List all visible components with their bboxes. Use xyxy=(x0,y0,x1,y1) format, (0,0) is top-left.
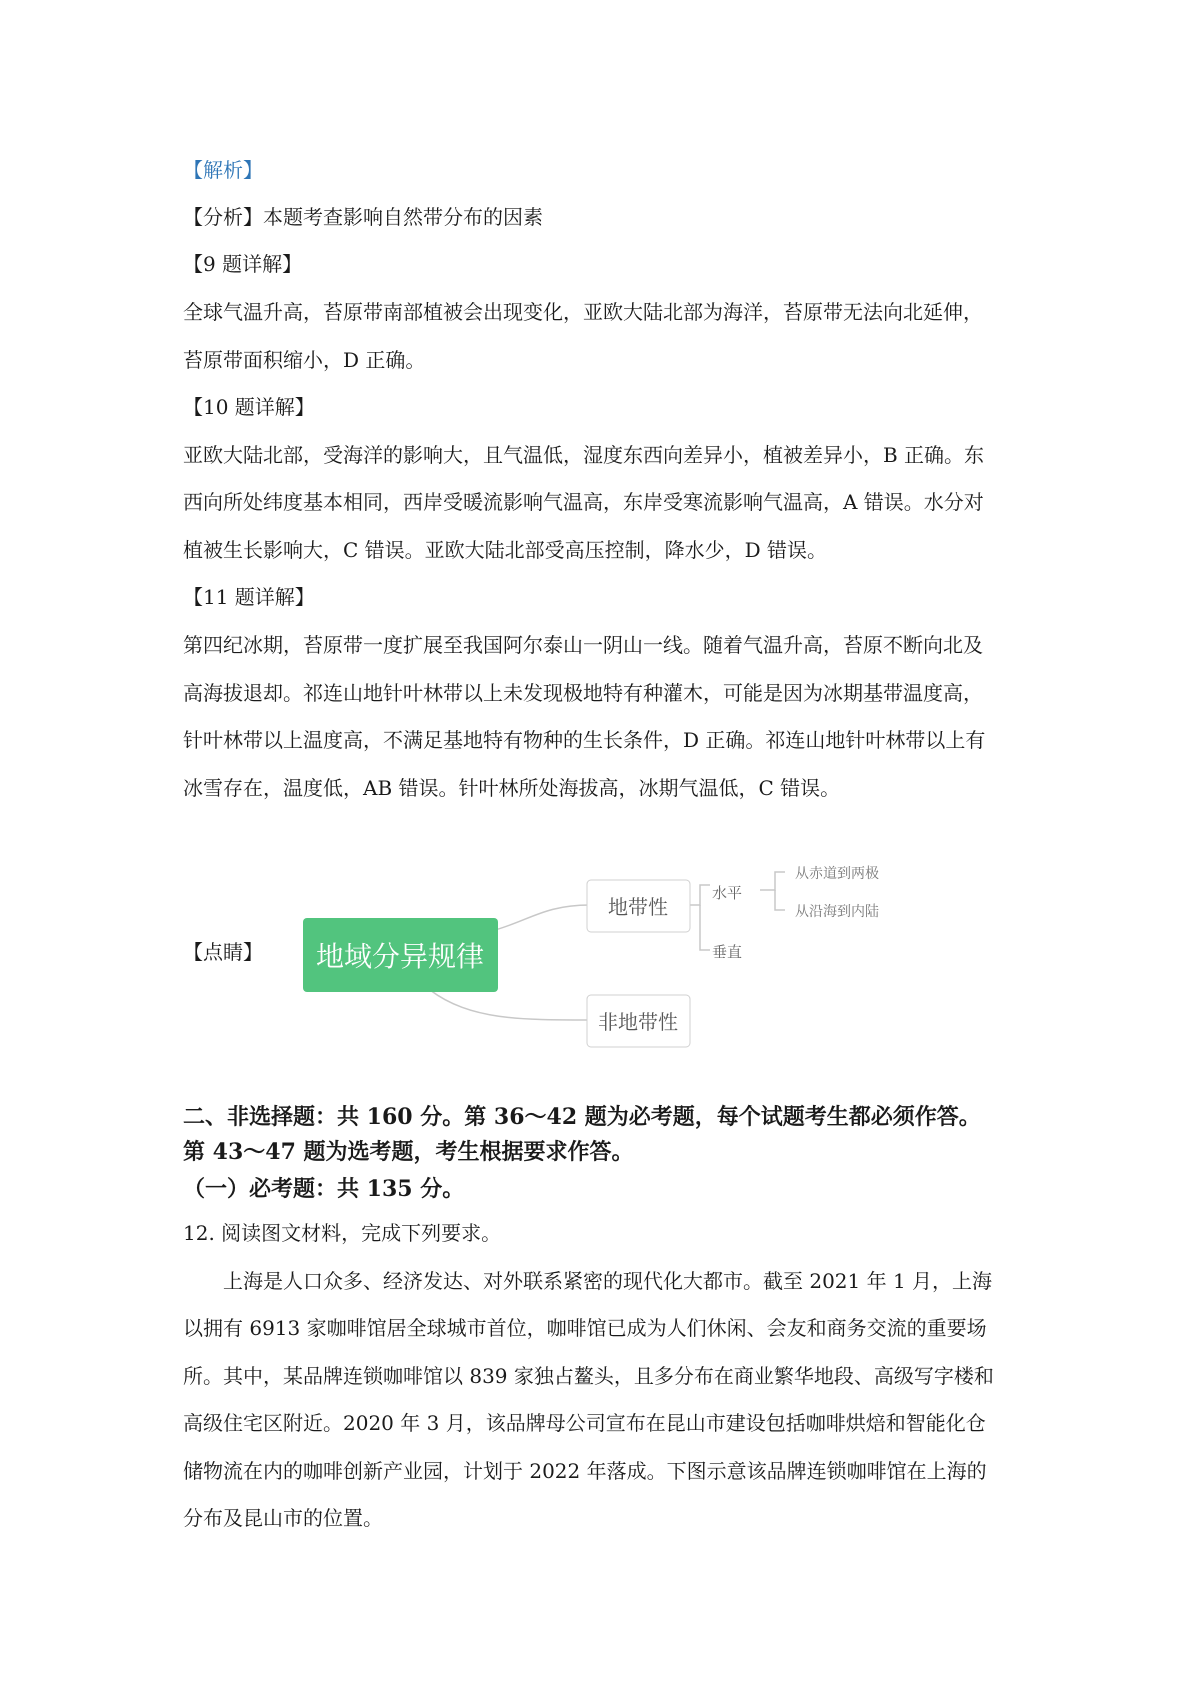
q11-heading: 【11 题详解】 xyxy=(183,585,315,609)
dianjing-label: 【点睛】 xyxy=(183,940,263,964)
q12-para-line-6: 分布及昆山市的位置。 xyxy=(183,1506,383,1530)
mindmap-vertical-label: 垂直 xyxy=(712,943,743,961)
q12-para-line-3: 所。其中，某品牌连锁咖啡馆以 839 家独占鳌头，且多分布在商业繁华地段、高级写字楼和 xyxy=(183,1364,994,1388)
q9-line-1: 全球气温升高，苔原带南部植被会出现变化，亚欧大陆北部为海洋，苔原带无法向北延伸， xyxy=(183,300,983,324)
q12-para-line-2: 以拥有 6913 家咖啡馆居全球城市首位，咖啡馆已成为人们休闲、会友和商务交流的重要场 xyxy=(183,1316,987,1340)
mindmap-h2-label: 从沿海到内陆 xyxy=(795,904,879,920)
analysis-text: 【分析】本题考查影响自然带分布的因素 xyxy=(183,205,543,229)
section2-subtitle: （一）必考题：共 135 分。 xyxy=(183,1176,465,1202)
q10-line-2: 西向所处纬度基本相同，西岸受暖流影响气温高，东岸受寒流影响气温高，A 错误。水分对 xyxy=(183,490,984,514)
mindmap-zonal-label: 地带性 xyxy=(608,895,668,919)
q12-para-line-4: 高级住宅区附近。2020 年 3 月，该品牌母公司宣布在昆山市建设包括咖啡烘焙和智能化仓 xyxy=(183,1411,986,1435)
section2-title-line1: 二、非选择题：共 160 分。第 36～42 题为必考题，每个试题考生都必须作答。 xyxy=(183,1104,981,1130)
question-12: 12. 阅读图文材料，完成下列要求。 xyxy=(183,1221,502,1245)
q11-line-1: 第四纪冰期，苔原带一度扩展至我国阿尔泰山一阴山一线。随着气温升高，苔原不断向北及 xyxy=(183,633,983,657)
q10-heading: 【10 题详解】 xyxy=(183,395,315,419)
analysis-heading: 【解析】 xyxy=(183,158,263,182)
q12-para-line-1: 上海是人口众多、经济发达、对外联系紧密的现代化大都市。截至 2021 年 1 月，上海 xyxy=(223,1269,993,1293)
mindmap-root-label: 地域分异规律 xyxy=(315,940,485,973)
q10-line-1: 亚欧大陆北部，受海洋的影响大，且气温低，湿度东西向差异小，植被差异小，B 正确。东 xyxy=(183,443,985,467)
q9-line-2: 苔原带面积缩小，D 正确。 xyxy=(183,348,426,372)
q11-line-3: 针叶林带以上温度高，不满足基地特有物种的生长条件，D 正确。祁连山地针叶林带以上有 xyxy=(183,728,986,752)
section2-title-line2: 第 43～47 题为选考题，考生根据要求作答。 xyxy=(183,1139,634,1165)
mindmap-nonzonal-label: 非地带性 xyxy=(598,1010,678,1034)
q11-line-2: 高海拔退却。祁连山地针叶林带以上未发现极地特有种灌木，可能是因为冰期基带温度高， xyxy=(183,681,983,705)
mindmap-horizontal-label: 水平 xyxy=(712,884,743,902)
mindmap-h1-label: 从赤道到两极 xyxy=(795,866,879,882)
q9-heading: 【9 题详解】 xyxy=(183,252,303,276)
q11-line-4: 冰雪存在，温度低，AB 错误。针叶林所处海拔高，冰期气温低，C 错误。 xyxy=(183,776,841,800)
q12-para-line-5: 储物流在内的咖啡创新产业园，计划于 2022 年落成。下图示意该品牌连锁咖啡馆在上海的 xyxy=(183,1459,987,1483)
q10-line-3: 植被生长影响大，C 错误。亚欧大陆北部受高压控制，降水少，D 错误。 xyxy=(183,538,828,562)
